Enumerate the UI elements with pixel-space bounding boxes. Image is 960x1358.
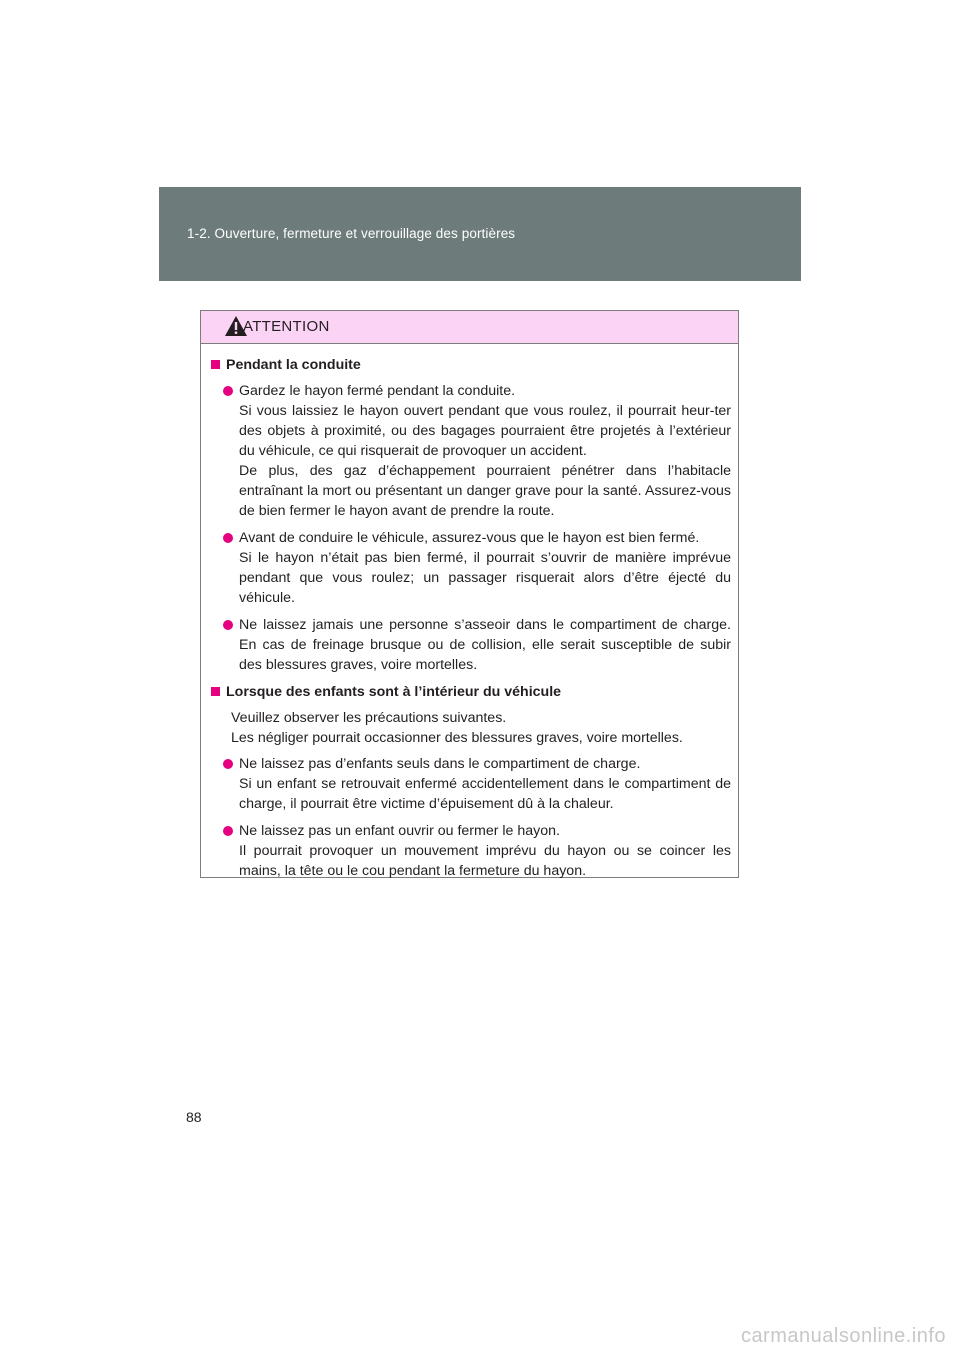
list-item: Ne laissez pas un enfant ouvrir ou fermer le hayon. Il pourrait provoquer un mouvement imprévu du hayon ou se coincer les mains, la tête ou le cou pendant la fermeture du hayon. <box>222 821 731 881</box>
list-item: Avant de conduire le véhicule, assurez-vous que le hayon est bien fermé. Si le hayon n’était pas bien fermé, il pourrait s’ouvrir de manière imprévue pendant que vous roulez; un passager risquerait alors d’être éjecté du véhicule. <box>222 528 731 608</box>
page-number: 88 <box>186 1109 202 1125</box>
warning-title: ATTENTION <box>243 318 330 335</box>
square-bullet-icon <box>211 687 220 696</box>
circle-bullet-icon <box>223 386 233 396</box>
warning-body <box>201 344 738 881</box>
circle-bullet-icon <box>223 533 233 543</box>
section-heading-driving: Pendant la conduite <box>210 355 731 375</box>
list-item: Gardez le hayon fermé pendant la conduite. Si vous laissiez le hayon ouvert pendant que vous roulez, il pourrait heur-ter des objets à proximité, ou des bagages pourraient être projetés à l’extérieur du véhicule, ce qui risquerait de provoquer un accident. De plus, des gaz d’échappement pourraient pénétrer dans l’habitacle entraînant la mort ou présentant un danger grave pour la santé. Assurez-vous de bien fermer le hayon avant de prendre la route. <box>222 381 731 521</box>
circle-bullet-icon <box>223 620 233 630</box>
list-item: Ne laissez pas d’enfants seuls dans le compartiment de charge. Si un enfant se retrouvait enfermé accidentellement dans le compartiment de charge, il pourrait être victime d’épuisement dû à la chaleur. <box>222 754 731 814</box>
list-item: Ne laissez jamais une personne s’asseoir dans le compartiment de charge. En cas de freinage brusque ou de collision, elle serait susceptible de subir des blessures graves, voire mortelles. <box>222 615 731 675</box>
square-bullet-icon <box>211 360 220 369</box>
section-header-band <box>159 187 801 281</box>
section-heading-children: Lorsque des enfants sont à l’intérieur du véhicule <box>210 682 731 702</box>
warning-box <box>200 310 739 878</box>
circle-bullet-icon <box>223 826 233 836</box>
warning-header <box>201 311 738 344</box>
section-intro: Veuillez observer les précautions suivantes. Les négliger pourrait occasionner des blessures graves, voire mortelles. <box>231 710 683 746</box>
section-title: 1-2. Ouverture, fermeture et verrouillage des portières <box>187 226 516 241</box>
watermark: carmanualsonline.info <box>740 1325 946 1347</box>
circle-bullet-icon <box>223 759 233 769</box>
